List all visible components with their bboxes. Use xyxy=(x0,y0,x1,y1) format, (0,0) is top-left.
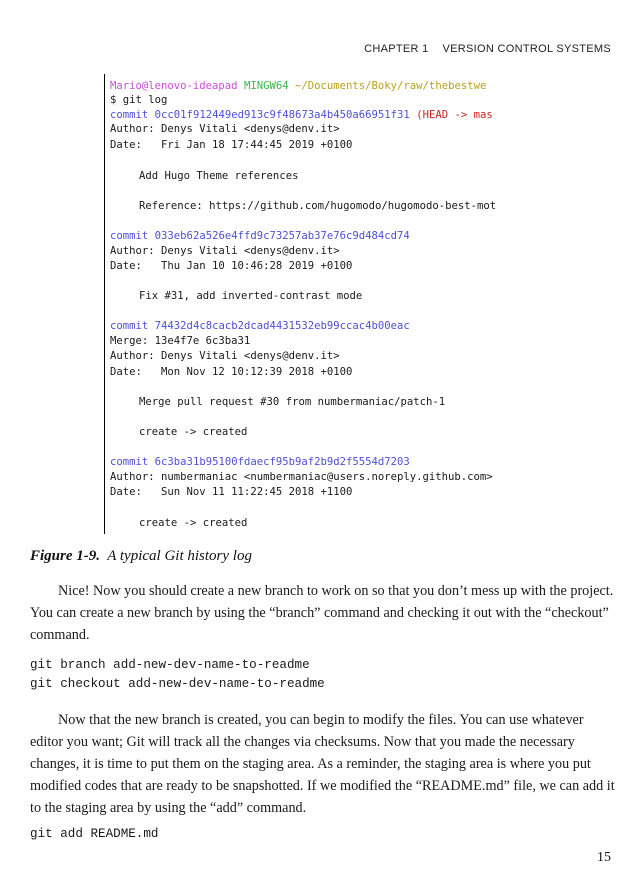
commit-label: commit xyxy=(110,230,149,242)
commit-line xyxy=(110,456,410,469)
figure-caption xyxy=(30,548,252,565)
code-line: git branch add-new-dev-name-to-readme xyxy=(30,658,310,672)
git-log-screenshot xyxy=(104,74,575,534)
terminal-prompt xyxy=(110,80,486,93)
commit-author: Author: numbermaniac <numbermaniac@users.noreply.github.com> xyxy=(110,471,493,483)
commit-hash: 033eb62a526e4ffd9c73257ab37e76c9d484cd74 xyxy=(154,230,410,242)
commit-message-body: create -> created xyxy=(139,426,248,438)
body-paragraph xyxy=(30,709,615,819)
commit-hash: 74432d4c8cacb2dcad4431532eb99ccac4b00eac xyxy=(154,320,410,332)
terminal-command: $ git log xyxy=(110,94,168,106)
commit-hash: 6c3ba31b95100fdaecf95b9af2b9d2f5554d7203 xyxy=(154,456,410,468)
commit-date: Date: Fri Jan 18 17:44:45 2019 +0100 xyxy=(110,139,353,151)
commit-date: Date: Thu Jan 10 10:46:28 2019 +0100 xyxy=(110,260,353,272)
commit-date: Date: Sun Nov 11 11:22:45 2018 +1100 xyxy=(110,486,353,498)
running-head xyxy=(364,43,611,55)
code-block xyxy=(30,825,158,844)
code-block xyxy=(30,656,325,694)
commit-date: Date: Mon Nov 12 10:12:39 2018 +0100 xyxy=(110,366,353,378)
body-paragraph xyxy=(30,580,615,646)
paragraph-text: Now that the new branch is created, you can begin to modify the files. You can use whatever editor you want; Git will track all the changes via checksums. Now that you made the necessary changes, it is time to put them on the staging area. As a reminder, the staging area is where you put modified codes that are ready to be snapshotted. If we modified the “README.md” file, we can add it to the staging area by using the “add” command. xyxy=(30,712,615,816)
prompt-path: ~/Documents/Boky/raw/thebestwe xyxy=(295,80,487,92)
paragraph-text: Nice! Now you should create a new branch to work on so that you don’t mess up with the project. You can create a new branch by using the “branch” command and checking it out with the “checkout” command. xyxy=(30,583,614,643)
commit-line xyxy=(110,109,493,122)
head-ref: (HEAD -> mas xyxy=(416,109,493,121)
figure-label: Figure 1-9. xyxy=(30,548,101,564)
commit-message: Fix #31, add inverted-contrast mode xyxy=(139,290,363,302)
code-line: git checkout add-new-dev-name-to-readme xyxy=(30,677,325,691)
commit-hash: 0cc01f912449ed913c9f48673a4b450a66951f31 xyxy=(154,109,410,121)
chapter-label: CHAPTER 1 xyxy=(364,43,429,55)
page-number: 15 xyxy=(597,850,611,865)
commit-author: Author: Denys Vitali <denys@denv.it> xyxy=(110,123,340,135)
commit-message: Add Hugo Theme references xyxy=(139,170,299,182)
commit-line xyxy=(110,320,410,333)
commit-message: create -> created xyxy=(139,517,248,529)
commit-message: Merge pull request #30 from numbermaniac/patch-1 xyxy=(139,396,446,408)
prompt-user: Mario@lenovo-ideapad xyxy=(110,80,238,92)
figure-caption-text: A typical Git history log xyxy=(107,548,252,564)
commit-author: Author: Denys Vitali <denys@denv.it> xyxy=(110,245,340,257)
commit-label: commit xyxy=(110,109,149,121)
commit-line xyxy=(110,230,410,243)
commit-label: commit xyxy=(110,320,149,332)
commit-merge: Merge: 13e4f7e 6c3ba31 xyxy=(110,335,251,347)
commit-message-body: Reference: https://github.com/hugomodo/hugomodo-best-mot xyxy=(139,200,497,212)
prompt-mingw: MINGW64 xyxy=(243,80,289,92)
commit-author: Author: Denys Vitali <denys@denv.it> xyxy=(110,350,340,362)
commit-label: commit xyxy=(110,456,149,468)
section-title: VERSION CONTROL SYSTEMS xyxy=(442,43,611,55)
code-line: git add README.md xyxy=(30,827,159,841)
